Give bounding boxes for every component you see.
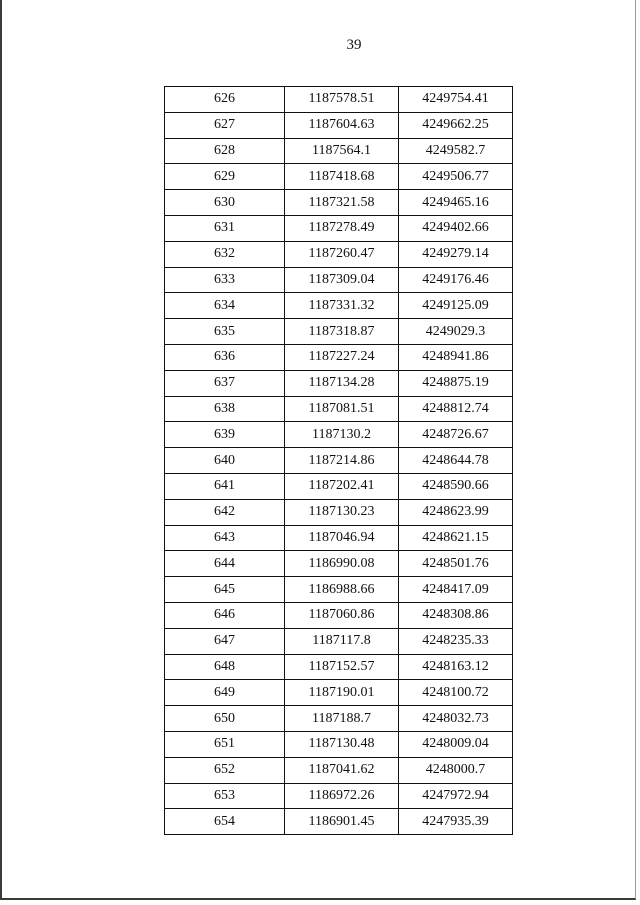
table-row (165, 757, 513, 783)
point-number-cell: 630 (165, 190, 285, 216)
coordinate-x-cell: 1187309.04 (285, 267, 399, 293)
coordinate-x-cell: 1187604.63 (285, 112, 399, 138)
table-row (165, 628, 513, 654)
coordinate-x-cell: 1187134.28 (285, 370, 399, 396)
point-number-cell: 638 (165, 396, 285, 422)
point-number-cell: 632 (165, 241, 285, 267)
coordinate-x-cell: 1187130.23 (285, 499, 399, 525)
coordinate-y-cell: 4248875.19 (399, 370, 513, 396)
coordinate-x-cell: 1187130.2 (285, 422, 399, 448)
coordinate-y-cell: 4248726.67 (399, 422, 513, 448)
point-number-cell: 648 (165, 654, 285, 680)
coordinate-x-cell: 1186972.26 (285, 783, 399, 809)
table-row (165, 396, 513, 422)
coordinate-y-cell: 4248590.66 (399, 473, 513, 499)
coordinate-x-cell: 1187278.49 (285, 215, 399, 241)
coordinate-x-cell: 1187190.01 (285, 680, 399, 706)
coordinate-y-cell: 4249582.7 (399, 138, 513, 164)
coordinate-x-cell: 1187060.86 (285, 602, 399, 628)
coordinate-y-cell: 4249402.66 (399, 215, 513, 241)
coordinate-y-cell: 4249176.46 (399, 267, 513, 293)
table-row (165, 448, 513, 474)
point-number-cell: 628 (165, 138, 285, 164)
point-number-cell: 627 (165, 112, 285, 138)
table-row (165, 87, 513, 113)
point-number-cell: 641 (165, 473, 285, 499)
table-row (165, 577, 513, 603)
point-number-cell: 646 (165, 602, 285, 628)
table-row (165, 706, 513, 732)
point-number-cell: 650 (165, 706, 285, 732)
table-row (165, 138, 513, 164)
point-number-cell: 626 (165, 87, 285, 113)
table-row (165, 215, 513, 241)
coordinate-y-cell: 4248644.78 (399, 448, 513, 474)
point-number-cell: 640 (165, 448, 285, 474)
page-number: 39 (346, 37, 362, 53)
coordinates-table-body (165, 87, 513, 835)
table-row (165, 680, 513, 706)
point-number-cell: 629 (165, 164, 285, 190)
coordinate-x-cell: 1187331.32 (285, 293, 399, 319)
coordinate-y-cell: 4248009.04 (399, 731, 513, 757)
point-number-cell: 647 (165, 628, 285, 654)
coordinate-y-cell: 4248812.74 (399, 396, 513, 422)
coordinate-x-cell: 1187214.86 (285, 448, 399, 474)
coordinate-y-cell: 4248032.73 (399, 706, 513, 732)
coordinate-y-cell: 4248417.09 (399, 577, 513, 603)
point-number-cell: 642 (165, 499, 285, 525)
coordinate-y-cell: 4249279.14 (399, 241, 513, 267)
coordinate-y-cell: 4248308.86 (399, 602, 513, 628)
point-number-cell: 634 (165, 293, 285, 319)
coordinate-x-cell: 1187081.51 (285, 396, 399, 422)
point-number-cell: 636 (165, 344, 285, 370)
coordinate-y-cell: 4249029.3 (399, 319, 513, 345)
coordinate-x-cell: 1187046.94 (285, 525, 399, 551)
coordinate-y-cell: 4248501.76 (399, 551, 513, 577)
coordinate-x-cell: 1187188.7 (285, 706, 399, 732)
table-row (165, 731, 513, 757)
coordinate-y-cell: 4247935.39 (399, 809, 513, 835)
table-row (165, 190, 513, 216)
coordinate-x-cell: 1187041.62 (285, 757, 399, 783)
coordinate-y-cell: 4248623.99 (399, 499, 513, 525)
point-number-cell: 637 (165, 370, 285, 396)
coordinate-y-cell: 4248100.72 (399, 680, 513, 706)
point-number-cell: 645 (165, 577, 285, 603)
coordinate-x-cell: 1187152.57 (285, 654, 399, 680)
table-row (165, 783, 513, 809)
point-number-cell: 649 (165, 680, 285, 706)
point-number-cell: 639 (165, 422, 285, 448)
table-row (165, 654, 513, 680)
coordinate-y-cell: 4249754.41 (399, 87, 513, 113)
coordinate-y-cell: 4247972.94 (399, 783, 513, 809)
coordinate-x-cell: 1187260.47 (285, 241, 399, 267)
coordinate-y-cell: 4249465.16 (399, 190, 513, 216)
table-row (165, 112, 513, 138)
table-row (165, 525, 513, 551)
table-row (165, 422, 513, 448)
coordinate-y-cell: 4248000.7 (399, 757, 513, 783)
table-row (165, 293, 513, 319)
table-row (165, 267, 513, 293)
coordinate-y-cell: 4248941.86 (399, 344, 513, 370)
point-number-cell: 651 (165, 731, 285, 757)
coordinate-x-cell: 1186901.45 (285, 809, 399, 835)
table-row (165, 551, 513, 577)
point-number-cell: 635 (165, 319, 285, 345)
coordinate-x-cell: 1187578.51 (285, 87, 399, 113)
coordinate-y-cell: 4249125.09 (399, 293, 513, 319)
coordinate-x-cell: 1187227.24 (285, 344, 399, 370)
point-number-cell: 654 (165, 809, 285, 835)
table-row (165, 241, 513, 267)
point-number-cell: 653 (165, 783, 285, 809)
coordinate-x-cell: 1187130.48 (285, 731, 399, 757)
point-number-cell: 643 (165, 525, 285, 551)
table-row (165, 499, 513, 525)
coordinate-y-cell: 4249506.77 (399, 164, 513, 190)
coordinate-y-cell: 4249662.25 (399, 112, 513, 138)
coordinate-x-cell: 1187202.41 (285, 473, 399, 499)
table-row (165, 370, 513, 396)
table-row (165, 602, 513, 628)
coordinate-y-cell: 4248163.12 (399, 654, 513, 680)
coordinates-table (164, 86, 513, 835)
point-number-cell: 652 (165, 757, 285, 783)
coordinate-x-cell: 1187418.68 (285, 164, 399, 190)
table-row (165, 319, 513, 345)
coordinate-x-cell: 1186990.08 (285, 551, 399, 577)
table-row (165, 809, 513, 835)
coordinate-x-cell: 1187117.8 (285, 628, 399, 654)
point-number-cell: 633 (165, 267, 285, 293)
point-number-cell: 644 (165, 551, 285, 577)
coordinate-x-cell: 1187321.58 (285, 190, 399, 216)
table-row (165, 344, 513, 370)
coordinate-y-cell: 4248621.15 (399, 525, 513, 551)
coordinate-x-cell: 1187318.87 (285, 319, 399, 345)
coordinate-x-cell: 1186988.66 (285, 577, 399, 603)
table-row (165, 473, 513, 499)
coordinate-y-cell: 4248235.33 (399, 628, 513, 654)
table-row (165, 164, 513, 190)
coordinate-x-cell: 1187564.1 (285, 138, 399, 164)
point-number-cell: 631 (165, 215, 285, 241)
